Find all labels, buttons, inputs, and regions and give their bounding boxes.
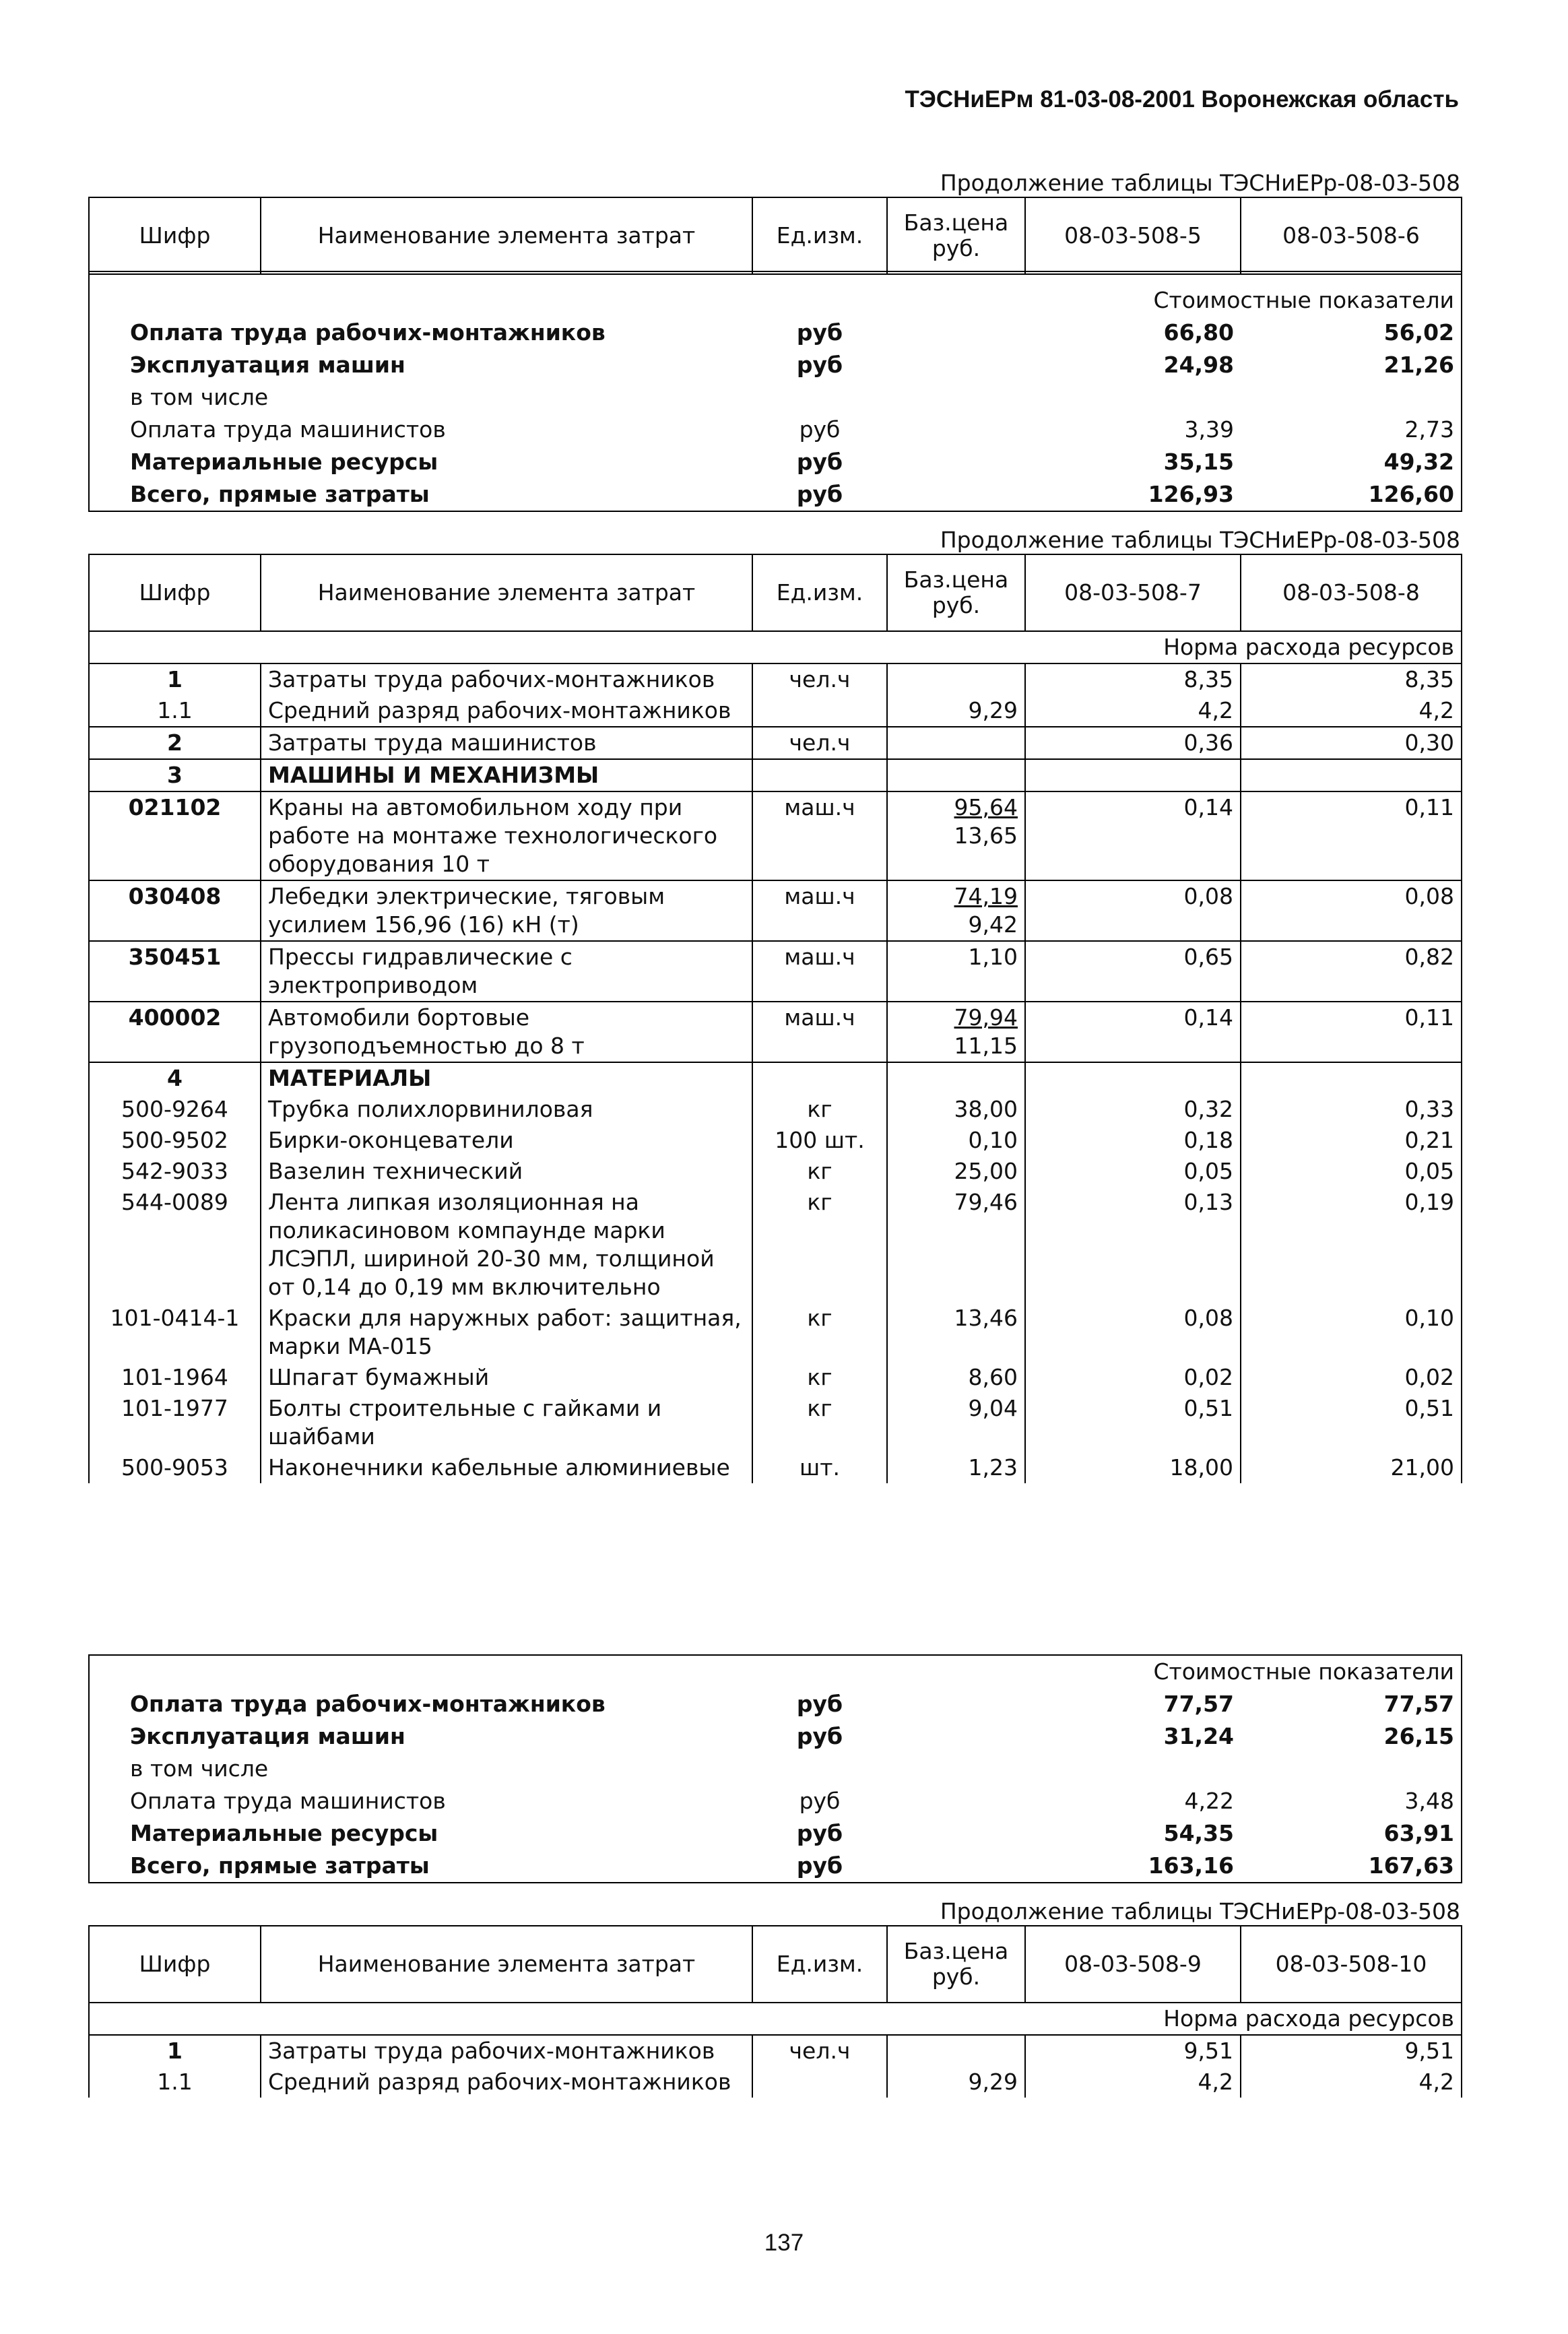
summary-unit: руб <box>796 1820 843 1846</box>
summary-value-b: 3,48 <box>1404 1788 1454 1814</box>
col-unit: Ед.изм. <box>752 197 887 274</box>
price-value-secondary: 13,65 <box>954 822 1018 849</box>
value-b: 0,02 <box>1241 1362 1462 1393</box>
table-2 <box>88 554 1462 1483</box>
summary-spacer <box>887 1817 1025 1850</box>
summary-name: Оплата труда рабочих-монтажников <box>130 319 606 346</box>
summary-value-b: 77,57 <box>1383 1691 1454 1717</box>
summary-unit: руб <box>799 416 841 443</box>
col-code: Шифр <box>89 1926 261 2003</box>
summary-name: Оплата труда рабочих-монтажников <box>130 1691 606 1717</box>
resource-price <box>887 663 1025 695</box>
resource-price <box>887 727 1025 759</box>
resource-price <box>887 1187 1025 1303</box>
value-a <box>1025 759 1241 791</box>
price-value: 79,94 <box>954 1004 1018 1031</box>
resource-name: Автомобили бортовые грузоподъемностью до 8 т <box>261 1002 752 1062</box>
table-row <box>89 727 1462 759</box>
value-a: 0,08 <box>1025 1303 1241 1362</box>
table-row <box>89 2035 1462 2067</box>
summary-name: в том числе <box>130 384 269 410</box>
resource-unit: кг <box>752 1187 887 1303</box>
resource-price <box>887 941 1025 1002</box>
price-value: 79,46 <box>954 1189 1018 1215</box>
table-row <box>89 663 1462 695</box>
resource-code: 1 <box>89 663 261 695</box>
value-b: 0,19 <box>1241 1187 1462 1303</box>
value-a: 4,2 <box>1025 695 1241 727</box>
col-a: 08-03-508-7 <box>1025 554 1241 631</box>
value-a: 0,14 <box>1025 1002 1241 1062</box>
value-b: 0,10 <box>1241 1303 1462 1362</box>
value-b: 0,51 <box>1241 1393 1462 1452</box>
resource-price <box>887 791 1025 880</box>
summary-spacer <box>887 381 1025 414</box>
resource-unit: кг <box>752 1156 887 1187</box>
resource-code: 101-1977 <box>89 1393 261 1452</box>
summary-name: Эксплуатация машин <box>130 352 405 378</box>
price-value: 9,29 <box>968 697 1018 723</box>
summary-row <box>89 478 1462 511</box>
resource-code: 500-9264 <box>89 1094 261 1125</box>
summary-value-b: 167,63 <box>1368 1852 1454 1879</box>
summary-value-a: 163,16 <box>1148 1852 1234 1879</box>
resource-unit: кг <box>752 1303 887 1362</box>
summary-unit: руб <box>796 481 843 507</box>
value-a: 0,18 <box>1025 1125 1241 1156</box>
resource-price <box>887 1303 1025 1362</box>
cost-label: Стоимостные показатели <box>1025 271 1462 317</box>
col-name: Наименование элемента затрат <box>261 554 752 631</box>
table-caption: Продолжение таблицы ТЭСНиЕРр-08-03-508 <box>940 170 1460 196</box>
resource-price <box>887 1452 1025 1483</box>
resource-unit <box>752 759 887 791</box>
col-price: Баз.цена руб. <box>887 554 1025 631</box>
norm-label: Норма расхода ресурсов <box>1025 2003 1462 2035</box>
value-a: 0,36 <box>1025 727 1241 759</box>
value-a: 0,51 <box>1025 1393 1241 1452</box>
value-b <box>1241 759 1462 791</box>
resource-code: 2 <box>89 727 261 759</box>
col-name: Наименование элемента затрат <box>261 197 752 274</box>
price-value: 9,29 <box>968 2069 1018 2095</box>
value-b: 0,05 <box>1241 1156 1462 1187</box>
resource-name: МАТЕРИАЛЫ <box>261 1062 752 1094</box>
cost-label: Стоимостные показатели <box>1153 1658 1454 1685</box>
resource-code: 500-9053 <box>89 1452 261 1483</box>
resource-code: 101-0414-1 <box>89 1303 261 1362</box>
resource-unit <box>752 695 887 727</box>
value-a: 0,13 <box>1025 1187 1241 1303</box>
value-b: 0,30 <box>1241 727 1462 759</box>
summary-name: Материальные ресурсы <box>130 1820 438 1846</box>
table-row <box>89 791 1462 880</box>
summary-spacer <box>887 317 1025 349</box>
summary-unit: руб <box>796 1723 843 1749</box>
resource-name: Бирки-оконцеватели <box>261 1125 752 1156</box>
table-row <box>89 695 1462 727</box>
table-row <box>89 1094 1462 1125</box>
value-b <box>1241 1062 1462 1094</box>
summary-spacer <box>887 1785 1025 1817</box>
resource-price <box>887 695 1025 727</box>
summary-spacer <box>887 1688 1025 1720</box>
table-1-head <box>88 197 1462 275</box>
resource-code: 030408 <box>89 880 261 941</box>
resource-code: 4 <box>89 1062 261 1094</box>
price-value: 25,00 <box>954 1158 1018 1184</box>
value-a: 9,51 <box>1025 2035 1241 2067</box>
summary-unit <box>752 1753 887 1785</box>
resource-price <box>887 759 1025 791</box>
summary-row <box>89 1753 1462 1785</box>
resource-name: Затраты труда машинистов <box>261 727 752 759</box>
resource-code: 544-0089 <box>89 1187 261 1303</box>
value-b: 9,51 <box>1241 2035 1462 2067</box>
resource-code: 1.1 <box>89 695 261 727</box>
resource-name: Краски для наружных работ: защитная, марки МА-015 <box>261 1303 752 1362</box>
value-a: 0,65 <box>1025 941 1241 1002</box>
summary-spacer <box>887 349 1025 381</box>
col-a: 08-03-508-9 <box>1025 1926 1241 2003</box>
summary-value-b: 26,15 <box>1383 1723 1454 1749</box>
price-value: 0,10 <box>968 1127 1018 1153</box>
summary-unit: руб <box>799 1788 841 1814</box>
resource-name: Лебедки электрические, тяговым усилием 156,96 (16) кН (т) <box>261 880 752 941</box>
table-2-summary <box>88 1654 1462 1883</box>
col-code: Шифр <box>89 554 261 631</box>
summary-value-a: 31,24 <box>1163 1723 1234 1749</box>
summary-spacer <box>887 478 1025 511</box>
resource-unit: чел.ч <box>752 663 887 695</box>
price-value: 8,60 <box>968 1364 1018 1390</box>
table-row <box>89 1002 1462 1062</box>
table-row <box>89 2067 1462 2098</box>
col-unit: Ед.изм. <box>752 1926 887 2003</box>
value-b: 8,35 <box>1241 663 1462 695</box>
summary-row <box>89 317 1462 349</box>
summary-value-a: 4,22 <box>1184 1788 1234 1814</box>
resource-code: 3 <box>89 759 261 791</box>
summary-name: в том числе <box>130 1755 269 1782</box>
summary-name: Всего, прямые затраты <box>130 1852 430 1879</box>
col-a: 08-03-508-5 <box>1025 197 1241 274</box>
value-b: 0,11 <box>1241 791 1462 880</box>
summary-row <box>89 1688 1462 1720</box>
value-a <box>1025 1062 1241 1094</box>
summary-name: Материальные ресурсы <box>130 449 438 475</box>
resource-name: Наконечники кабельные алюминиевые <box>261 1452 752 1483</box>
value-a: 0,05 <box>1025 1156 1241 1187</box>
summary-row <box>89 1850 1462 1883</box>
summary-value-a: 35,15 <box>1163 449 1234 475</box>
resource-unit: чел.ч <box>752 727 887 759</box>
page-number: 137 <box>764 2230 804 2256</box>
summary-unit: руб <box>796 352 843 378</box>
resource-unit <box>752 2067 887 2098</box>
resource-name: Лента липкая изоляционная на поликасиновом компаунде марки ЛСЭПЛ, шириной 20-30 мм, толщиной от 0,14 до 0,19 мм включительно <box>261 1187 752 1303</box>
resource-name: Вазелин технический <box>261 1156 752 1187</box>
resource-price <box>887 1393 1025 1452</box>
table-row <box>89 1125 1462 1156</box>
summary-spacer <box>887 446 1025 478</box>
resource-price <box>887 1062 1025 1094</box>
summary-name: Эксплуатация машин <box>130 1723 405 1749</box>
summary-value-a: 66,80 <box>1163 319 1234 346</box>
table-caption: Продолжение таблицы ТЭСНиЕРр-08-03-508 <box>940 1898 1460 1924</box>
summary-value-b: 2,73 <box>1404 416 1454 443</box>
summary-spacer <box>887 1753 1025 1785</box>
value-a: 18,00 <box>1025 1452 1241 1483</box>
price-value: 74,19 <box>954 883 1018 909</box>
norm-label: Норма расхода ресурсов <box>1025 631 1462 663</box>
value-a: 0,02 <box>1025 1362 1241 1393</box>
value-a: 4,2 <box>1025 2067 1241 2098</box>
price-value-secondary: 11,15 <box>954 1033 1018 1059</box>
table-row <box>89 1362 1462 1393</box>
resource-name: Болты строительные с гайками и шайбами <box>261 1393 752 1452</box>
resource-unit: маш.ч <box>752 941 887 1002</box>
resource-unit: чел.ч <box>752 2035 887 2067</box>
summary-value-b <box>1241 381 1462 414</box>
summary-row <box>89 349 1462 381</box>
summary-name: Оплата труда машинистов <box>130 416 446 443</box>
resource-code: 101-1964 <box>89 1362 261 1393</box>
table-row <box>89 880 1462 941</box>
col-b: 08-03-508-6 <box>1241 197 1462 274</box>
summary-value-b: 21,26 <box>1383 352 1454 378</box>
summary-unit: руб <box>796 1852 843 1879</box>
resource-name: Средний разряд рабочих-монтажников <box>261 2067 752 2098</box>
resource-price <box>887 1156 1025 1187</box>
resource-code: 021102 <box>89 791 261 880</box>
summary-value-a <box>1025 381 1241 414</box>
price-value-secondary: 9,42 <box>968 911 1018 938</box>
summary-unit: руб <box>796 319 843 346</box>
summary-spacer <box>887 414 1025 446</box>
resource-code: 500-9502 <box>89 1125 261 1156</box>
value-b: 0,08 <box>1241 880 1462 941</box>
summary-row <box>89 1720 1462 1753</box>
col-b: 08-03-508-8 <box>1241 554 1462 631</box>
summary-value-b <box>1241 1753 1462 1785</box>
table-row <box>89 1156 1462 1187</box>
resource-code: 400002 <box>89 1002 261 1062</box>
table-row <box>89 1303 1462 1362</box>
value-a: 0,14 <box>1025 791 1241 880</box>
summary-name: Всего, прямые затраты <box>130 481 430 507</box>
col-price: Баз.цена руб. <box>887 197 1025 274</box>
resource-unit: 100 шт. <box>752 1125 887 1156</box>
value-b: 0,33 <box>1241 1094 1462 1125</box>
resource-unit: маш.ч <box>752 880 887 941</box>
price-value: 1,10 <box>968 944 1018 970</box>
resource-name: МАШИНЫ И МЕХАНИЗМЫ <box>261 759 752 791</box>
resource-unit: маш.ч <box>752 791 887 880</box>
table-row <box>89 1187 1462 1303</box>
col-b: 08-03-508-10 <box>1241 1926 1462 2003</box>
summary-spacer <box>887 1850 1025 1883</box>
summary-row <box>89 414 1462 446</box>
summary-unit <box>752 381 887 414</box>
resource-price <box>887 1094 1025 1125</box>
resource-name: Средний разряд рабочих-монтажников <box>261 695 752 727</box>
value-b: 0,11 <box>1241 1002 1462 1062</box>
table-row <box>89 1452 1462 1483</box>
resource-unit: маш.ч <box>752 1002 887 1062</box>
value-b: 4,2 <box>1241 695 1462 727</box>
resource-name: Краны на автомобильном ходу при работе на монтаже технологического оборудования 10 т <box>261 791 752 880</box>
summary-unit: руб <box>796 1691 843 1717</box>
summary-row <box>89 446 1462 478</box>
col-unit: Ед.изм. <box>752 554 887 631</box>
summary-row <box>89 1817 1462 1850</box>
summary-row <box>89 1785 1462 1817</box>
value-a: 0,08 <box>1025 880 1241 941</box>
resource-name: Трубка полихлорвиниловая <box>261 1094 752 1125</box>
resource-name: Шпагат бумажный <box>261 1362 752 1393</box>
resource-price <box>887 1125 1025 1156</box>
table-row <box>89 1393 1462 1452</box>
resource-price <box>887 1002 1025 1062</box>
col-name: Наименование элемента затрат <box>261 1926 752 2003</box>
price-value: 1,23 <box>968 1454 1018 1481</box>
price-value: 38,00 <box>954 1096 1018 1122</box>
running-header: ТЭСНиЕРм 81-03-08-2001 Воронежская область <box>905 86 1459 112</box>
summary-value-a: 126,93 <box>1148 481 1234 507</box>
col-price: Баз.цена руб. <box>887 1926 1025 2003</box>
resource-unit: кг <box>752 1094 887 1125</box>
resource-price <box>887 1362 1025 1393</box>
resource-unit: шт. <box>752 1452 887 1483</box>
price-value: 13,46 <box>954 1305 1018 1331</box>
resource-code: 1.1 <box>89 2067 261 2098</box>
resource-name: Прессы гидравлические с электроприводом <box>261 941 752 1002</box>
summary-value-b: 126,60 <box>1368 481 1454 507</box>
summary-value-a: 77,57 <box>1163 1691 1234 1717</box>
resource-price <box>887 880 1025 941</box>
value-b: 4,2 <box>1241 2067 1462 2098</box>
resource-unit: кг <box>752 1393 887 1452</box>
table-caption: Продолжение таблицы ТЭСНиЕРр-08-03-508 <box>940 527 1460 553</box>
summary-value-b: 49,32 <box>1383 449 1454 475</box>
value-b: 21,00 <box>1241 1452 1462 1483</box>
summary-value-a: 3,39 <box>1184 416 1234 443</box>
table-3 <box>88 1925 1462 2098</box>
price-value: 95,64 <box>954 794 1018 820</box>
summary-value-b: 63,91 <box>1383 1820 1454 1846</box>
col-code: Шифр <box>89 197 261 274</box>
summary-spacer <box>887 1720 1025 1753</box>
resource-code: 350451 <box>89 941 261 1002</box>
summary-value-a: 24,98 <box>1163 352 1234 378</box>
summary-value-b: 56,02 <box>1383 319 1454 346</box>
resource-unit: кг <box>752 1362 887 1393</box>
value-b: 0,82 <box>1241 941 1462 1002</box>
summary-name: Оплата труда машинистов <box>130 1788 446 1814</box>
resource-price <box>887 2067 1025 2098</box>
resource-code: 1 <box>89 2035 261 2067</box>
value-b: 0,21 <box>1241 1125 1462 1156</box>
summary-row <box>89 381 1462 414</box>
summary-unit: руб <box>796 449 843 475</box>
value-a: 0,32 <box>1025 1094 1241 1125</box>
resource-code: 542-9033 <box>89 1156 261 1187</box>
price-value: 9,04 <box>968 1395 1018 1421</box>
resource-name: Затраты труда рабочих-монтажников <box>261 663 752 695</box>
table-row <box>89 941 1462 1002</box>
summary-value-a: 54,35 <box>1163 1820 1234 1846</box>
table-row <box>89 759 1462 791</box>
resource-unit <box>752 1062 887 1094</box>
table-1-summary <box>88 271 1462 512</box>
resource-name: Затраты труда рабочих-монтажников <box>261 2035 752 2067</box>
summary-value-a <box>1025 1753 1241 1785</box>
table-row <box>89 1062 1462 1094</box>
value-a: 8,35 <box>1025 663 1241 695</box>
resource-price <box>887 2035 1025 2067</box>
